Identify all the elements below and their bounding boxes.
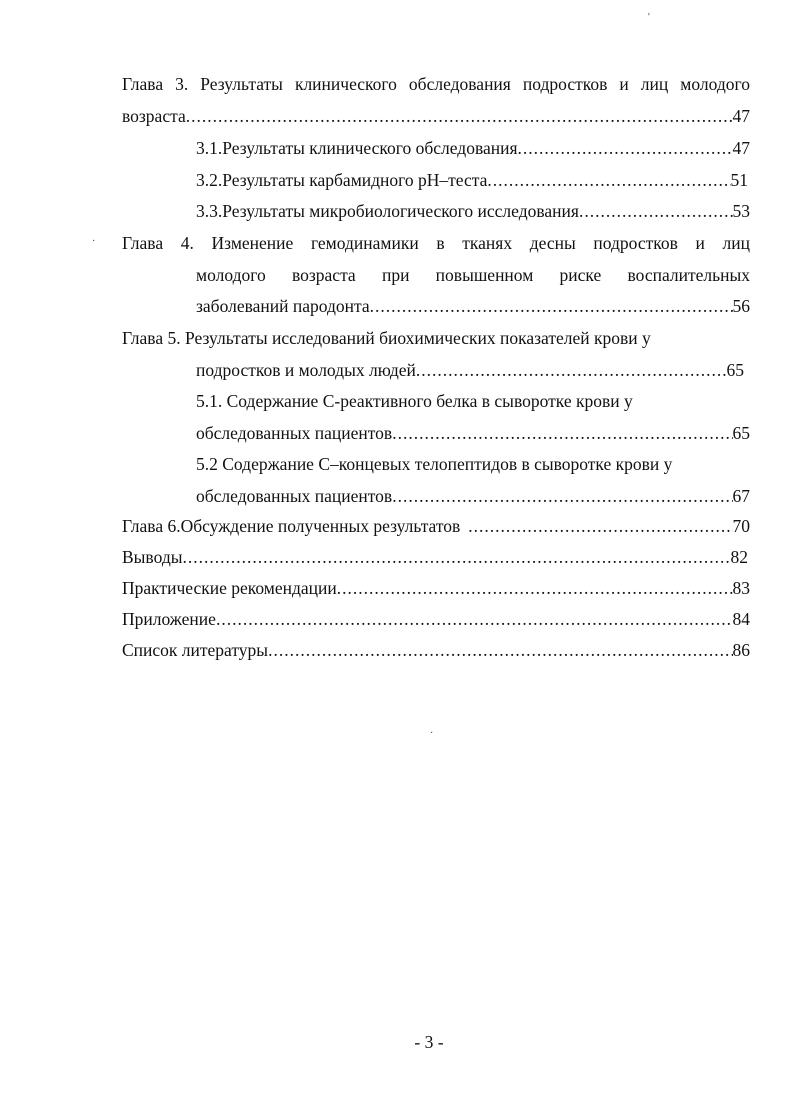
toc-entry-title: Результаты клинического обследования [222,138,518,158]
toc-page-number: 86 [732,640,750,660]
toc-entry-title: Результаты карбамидного рН–теста [222,170,488,190]
toc-section-5-2-line-1: 5.2 Содержание С–концевых телопептидов в сыворотке крови у [196,454,673,474]
toc-section-number: 3.1. [196,138,223,158]
toc-section-5-2[interactable] [196,484,750,508]
toc-page-number: 47 [732,106,750,126]
toc-entry-title: Практические рекомендации [122,578,337,598]
toc-entry-title: Список литературы [122,640,269,660]
toc-page-number: 65 [732,423,750,443]
toc-entry-title: подростков и молодых людей [196,360,416,380]
toc-section-3-3[interactable] [196,199,750,223]
toc-entry-title: возраста [122,106,186,126]
toc-page-number: 51 [730,170,748,190]
toc-chapter-5[interactable] [196,358,744,382]
toc-entry-title: Результаты микробиологического исследования [222,201,579,221]
dot-leader [416,358,727,382]
toc-page-number: 70 [732,516,750,536]
dot-leader [337,576,733,600]
toc-page-number: 65 [726,360,744,380]
dot-leader [370,294,733,318]
dot-leader [186,104,733,128]
toc-entry-title: Выводы [122,547,183,567]
toc-chapter-4-line-1: Глава 4. Изменение гемодинамики в тканях десны подростков и лиц [122,233,750,253]
scan-speck: · [430,728,434,739]
toc-chapter-4-line-2: молодого возраста при повышенном риске воспалительных [196,265,750,285]
toc-page-number: 84 [732,609,750,629]
toc-chapter-3-line-1: Глава 3. Результаты клинического обследования подростков и лиц молодого [122,74,750,94]
toc-page-number: 47 [732,138,750,158]
toc-appendix[interactable] [122,607,750,631]
toc-page-number: 83 [732,578,750,598]
toc-page-number: 67 [732,486,750,506]
toc-page-number: 56 [732,296,750,316]
dot-leader [487,168,730,192]
toc-entry-title: Глава 6.Обсуждение полученных результатов [122,516,461,536]
toc-section-5-1[interactable] [196,421,750,445]
toc-section-number: 3.3. [196,201,223,221]
dot-leader [392,421,732,445]
toc-section-number: 3.2. [196,170,223,190]
toc-entry-title: Приложение [122,609,216,629]
dot-leader [392,484,732,508]
toc-recommendations[interactable] [122,576,750,600]
toc-references[interactable] [122,638,750,662]
toc-page-number: 53 [732,201,750,221]
toc-conclusions[interactable] [122,545,748,569]
scan-speck: · [92,236,96,247]
dot-leader [216,607,733,631]
toc-section-5-1-line-1: 5.1. Содержание С-реактивного белка в сыворотке крови у [196,391,633,411]
toc-entry-title: обследованных пациентов [196,486,393,506]
page-number: - 3 - [414,1032,444,1052]
scan-speck: ' [648,12,650,23]
toc-chapter-4[interactable] [196,294,750,318]
dot-leader [182,545,730,569]
dot-leader [468,514,732,538]
dot-leader [518,136,733,160]
toc-chapter-5-line-1: Глава 5. Результаты исследований биохимических показателей крови у [122,328,651,348]
toc-section-3-1[interactable] [196,136,750,160]
dot-leader [579,199,733,223]
toc-chapter-3[interactable] [122,104,750,128]
toc-chapter-6[interactable] [122,514,750,538]
toc-entry-title: обследованных пациентов [196,423,393,443]
dot-leader [268,638,732,662]
toc-section-3-2[interactable] [196,168,748,192]
toc-entry-title: заболеваний пародонта [196,296,370,316]
toc-page-number: 82 [730,547,748,567]
